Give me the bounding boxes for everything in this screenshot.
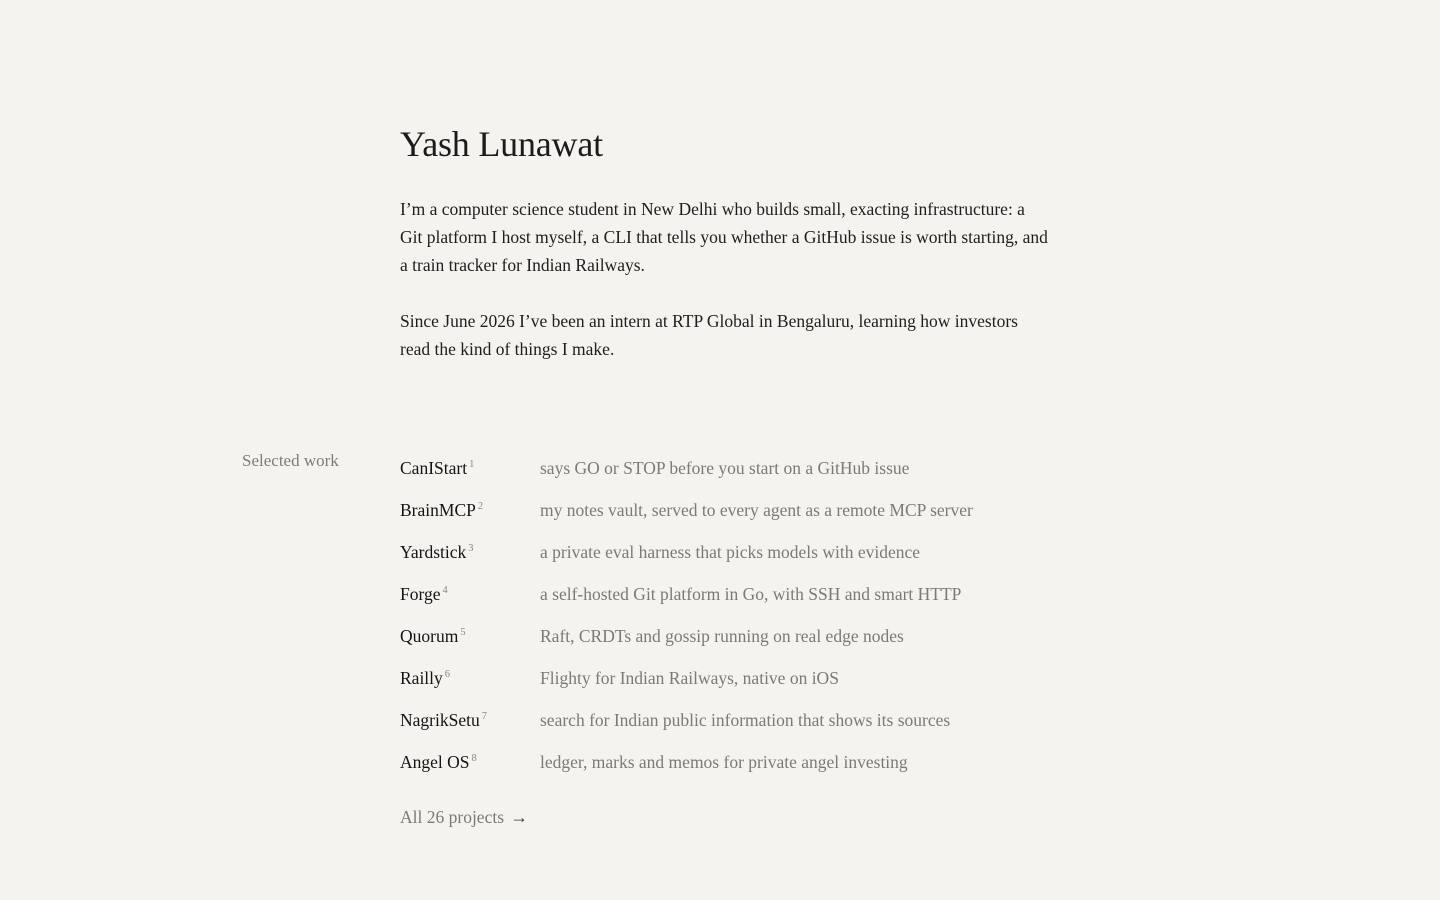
work-title[interactable]: NagrikSetu $^7$: [400, 710, 487, 730]
work-title[interactable]: Yardstick $^3$: [400, 542, 474, 562]
work-item[interactable]: [400, 578, 1100, 620]
footnote-number: 3: [468, 543, 474, 555]
work-description: search for Indian public information that shows its sources: [540, 710, 951, 730]
footnote-number: 8: [471, 753, 477, 765]
arrow-right-icon: →: [510, 807, 528, 827]
work-title[interactable]: Forge $^4$: [400, 584, 448, 604]
footnote-number: 4: [442, 585, 448, 597]
all-projects-link[interactable]: [400, 805, 528, 829]
work-title[interactable]: BrainMCP $^2$: [400, 500, 484, 520]
page-title: Yash Lunawat: [400, 124, 603, 164]
work-item[interactable]: [400, 536, 1100, 578]
section-label-selected-work: Selected work: [242, 451, 339, 470]
work-item[interactable]: [400, 494, 1100, 536]
footnote-number: 5: [460, 627, 466, 639]
all-projects-label: All 26 projects: [400, 807, 505, 827]
work-title[interactable]: Angel OS $^8$: [400, 752, 477, 772]
work-item[interactable]: [400, 452, 1100, 494]
work-title[interactable]: CanIStart $^1$: [400, 458, 475, 478]
work-description: ledger, marks and memos for private angel investing: [540, 752, 908, 772]
work-description: a private eval harness that picks models with evidence: [540, 542, 921, 562]
footnote-number: 6: [444, 669, 451, 681]
work-description: Flighty for Indian Railways, native on iOS: [540, 668, 839, 688]
intro: [400, 195, 1050, 391]
intro-paragraph: Since June 2026 I’ve been an intern at RTP Global in Bengaluru, learning how investors read the kind of things I make.: [400, 311, 1018, 359]
footnote-number: 1: [469, 459, 475, 471]
work-item[interactable]: [400, 704, 1100, 746]
work-title[interactable]: Quorum $^5$: [400, 626, 466, 646]
footnote-number: 7: [481, 711, 487, 723]
work-description: my notes vault, served to every agent as a remote MCP server: [540, 500, 973, 520]
work-item[interactable]: [400, 620, 1100, 662]
intro-paragraph: I’m a computer science student in New Delhi who builds small, exacting infrastructure: a Git platform I host myself, a CLI that tells you whether a GitHub issue is worth starting, and a train tracker for Indian Railways.: [400, 199, 1048, 275]
work-description: a self-hosted Git platform in Go, with SSH and smart HTTP: [540, 584, 962, 604]
work-description: Raft, CRDTs and gossip running on real edge nodes: [540, 626, 904, 646]
footnote-number: 2: [477, 501, 484, 513]
work-title[interactable]: Railly $^6$: [400, 668, 451, 688]
work-list: [400, 452, 1100, 788]
work-item[interactable]: [400, 662, 1100, 704]
work-description: says GO or STOP before you start on a GitHub issue: [540, 458, 910, 478]
work-item[interactable]: [400, 746, 1100, 788]
